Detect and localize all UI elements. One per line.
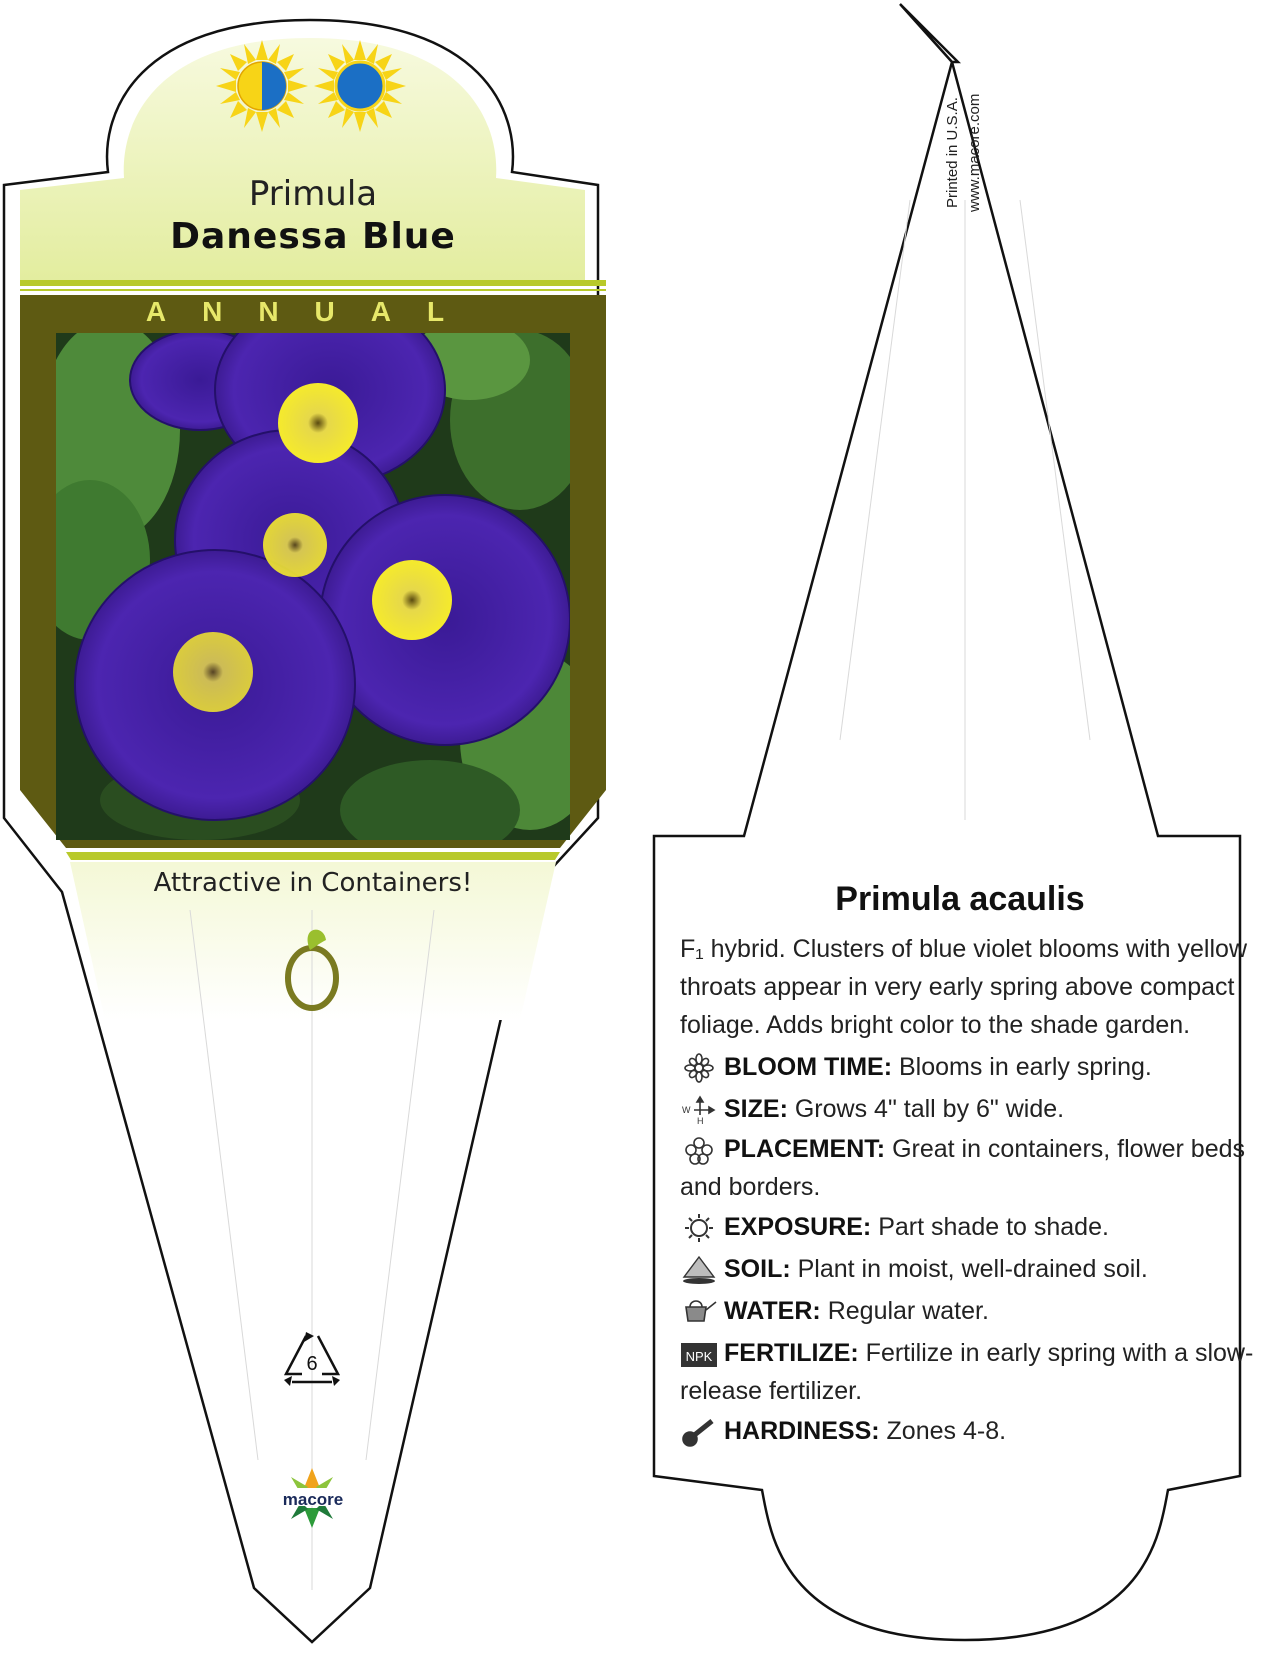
attribute-value: Plant in moist, well-drained soil. (797, 1255, 1148, 1283)
attribute-value: Great in containers, flower beds and borders. (680, 1135, 1246, 1201)
placement-icon (680, 1135, 718, 1165)
attribute-fertilize (680, 1334, 1260, 1410)
green-band-top (20, 280, 606, 286)
attribute-soil (680, 1250, 1260, 1288)
plant-cultivar: Danessa Blue (170, 216, 456, 257)
printed-in-usa: Printed in U.S.A. (944, 97, 961, 208)
svg-text:H: H (697, 1116, 704, 1126)
attribute-value: Regular water. (827, 1297, 989, 1325)
attribute-label: FERTILIZE: (724, 1339, 859, 1367)
svg-text:NPK: NPK (685, 1349, 713, 1365)
attribute-value: Part shade to shade. (878, 1213, 1109, 1241)
flower-photo (30, 295, 600, 860)
attribute-value: Fertilize in early spring with a slow-release fertilizer. (680, 1339, 1254, 1405)
attribute-label: BLOOM TIME: (724, 1053, 893, 1081)
attribute-placement (680, 1130, 1260, 1206)
flower-icon (680, 1053, 718, 1083)
plant-description: F₁ hybrid. Clusters of blue violet blooms with yellow throats appear in very early spring above compact foliage. Adds bright color to the shade garden. (680, 935, 1247, 1039)
attribute-value: Zones 4-8. (886, 1417, 1007, 1445)
attribute-exposure (680, 1208, 1260, 1246)
website: www.macore.com (966, 93, 983, 212)
attribute-hardiness (680, 1412, 1260, 1450)
plant-genus: Primula (248, 174, 378, 214)
tagline: Attractive in Containers! (153, 868, 473, 898)
npk-icon (680, 1339, 718, 1369)
attribute-label: HARDINESS: (724, 1417, 880, 1445)
category-label: ANNUAL (145, 296, 481, 327)
botanical-name: Primula acaulis (835, 880, 1085, 918)
recycle-number: 6 (306, 1353, 318, 1375)
attribute-label: SOIL: (724, 1255, 791, 1283)
svg-text:W: W (682, 1105, 691, 1116)
attribute-value: Grows 4" tall by 6" wide. (794, 1095, 1065, 1123)
brand-name: macore (282, 1490, 344, 1509)
attribute-size (680, 1090, 1260, 1128)
attribute-label: PLACEMENT: (724, 1135, 886, 1163)
attribute-value: Blooms in early spring. (898, 1053, 1152, 1081)
attribute-bloom-time (680, 1048, 1260, 1086)
attribute-label: WATER: (724, 1297, 821, 1325)
soil-icon (680, 1255, 718, 1285)
attribute-water (680, 1292, 1260, 1330)
attribute-label: SIZE: (724, 1095, 788, 1123)
sun-outline-icon (680, 1213, 718, 1243)
watering-can-icon (680, 1297, 718, 1327)
thermometer-icon (680, 1417, 718, 1447)
size-arrows-icon (680, 1095, 718, 1125)
attribute-label: EXPOSURE: (724, 1213, 872, 1241)
